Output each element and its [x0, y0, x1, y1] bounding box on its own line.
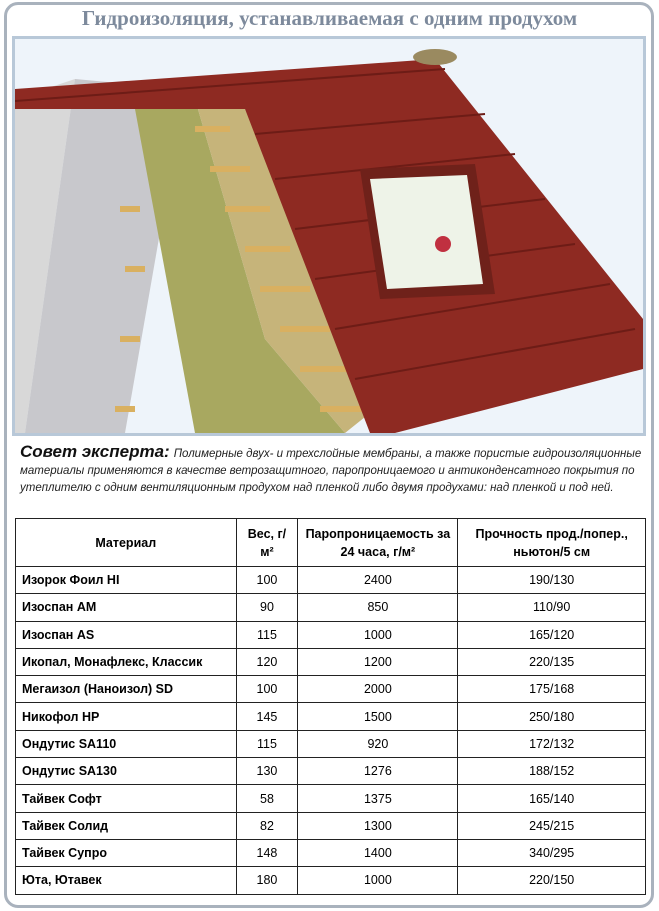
cell-weight: 130	[236, 758, 298, 785]
cell-weight: 115	[236, 730, 298, 757]
cell-strength: 190/130	[458, 567, 646, 594]
table-row	[16, 594, 646, 621]
cell-material: Изорок Фоил HI	[16, 567, 237, 594]
tip-heading: Совет эксперта:	[20, 442, 170, 461]
table-row	[16, 676, 646, 703]
header-material: Материал	[16, 519, 237, 567]
cell-weight: 90	[236, 594, 298, 621]
cell-material: Тайвек Солид	[16, 812, 237, 839]
cell-vapor: 1500	[298, 703, 458, 730]
cell-vapor: 1200	[298, 648, 458, 675]
cell-material: Ондутис SA110	[16, 730, 237, 757]
cell-vapor: 850	[298, 594, 458, 621]
cell-weight: 82	[236, 812, 298, 839]
tip-text: Полимерные двух- и трехслойные мембраны, а также пористые гидроизоляционные материалы применяются в качестве ветрозащитного, паропроницаемого и антиконденсатного покрытия по утеплителю с одним вентиляционным продухом над пленкой либо двумя продухами: над пленкой и под ней.	[20, 448, 642, 494]
cell-weight: 180	[236, 867, 298, 894]
cell-weight: 100	[236, 567, 298, 594]
cell-vapor: 2000	[298, 676, 458, 703]
cell-vapor: 1000	[298, 867, 458, 894]
table-row	[16, 812, 646, 839]
cell-weight: 115	[236, 621, 298, 648]
materials-table	[15, 518, 646, 895]
expert-tip	[20, 443, 645, 497]
cell-material: Изоспан AM	[16, 594, 237, 621]
cell-material: Юта, Ютавек	[16, 867, 237, 894]
table-row	[16, 730, 646, 757]
cell-strength: 165/120	[458, 621, 646, 648]
cell-weight: 100	[236, 676, 298, 703]
cell-vapor: 2400	[298, 567, 458, 594]
cell-vapor: 920	[298, 730, 458, 757]
cell-strength: 188/152	[458, 758, 646, 785]
table-row	[16, 703, 646, 730]
cell-material: Тайвек Софт	[16, 785, 237, 812]
cell-vapor: 1000	[298, 621, 458, 648]
cell-strength: 165/140	[458, 785, 646, 812]
table-row	[16, 785, 646, 812]
cell-weight: 145	[236, 703, 298, 730]
cell-material: Мегаизол (Наноизол) SD	[16, 676, 237, 703]
cell-strength: 175/168	[458, 676, 646, 703]
cell-strength: 250/180	[458, 703, 646, 730]
cell-weight: 148	[236, 839, 298, 866]
cell-vapor: 1300	[298, 812, 458, 839]
cell-strength: 110/90	[458, 594, 646, 621]
cell-vapor: 1400	[298, 839, 458, 866]
table-row	[16, 621, 646, 648]
cell-weight: 58	[236, 785, 298, 812]
cell-material: Икопал, Монафлекс, Классик	[16, 648, 237, 675]
cell-material: Тайвек Супро	[16, 839, 237, 866]
cell-strength: 220/135	[458, 648, 646, 675]
cell-strength: 340/295	[458, 839, 646, 866]
table-row	[16, 567, 646, 594]
cell-material: Изоспан AS	[16, 621, 237, 648]
cell-strength: 172/132	[458, 730, 646, 757]
cell-weight: 120	[236, 648, 298, 675]
header-vapor: Паропроницаемость за 24 часа, г/м²	[298, 519, 458, 567]
roof-illustration	[12, 36, 646, 436]
cell-strength: 220/150	[458, 867, 646, 894]
page-title: Гидроизоляция, устанавливаемая с одним продухом	[81, 6, 578, 30]
header-strength: Прочность прод./попер., ньютон/5 см	[458, 519, 646, 567]
table-row	[16, 648, 646, 675]
cell-vapor: 1375	[298, 785, 458, 812]
table-row	[16, 758, 646, 785]
cell-strength: 245/215	[458, 812, 646, 839]
table-row	[16, 867, 646, 894]
table-row	[16, 839, 646, 866]
cell-vapor: 1276	[298, 758, 458, 785]
header-weight: Вес, г/м²	[236, 519, 298, 567]
cell-material: Никофол HP	[16, 703, 237, 730]
cell-material: Ондутис SA130	[16, 758, 237, 785]
